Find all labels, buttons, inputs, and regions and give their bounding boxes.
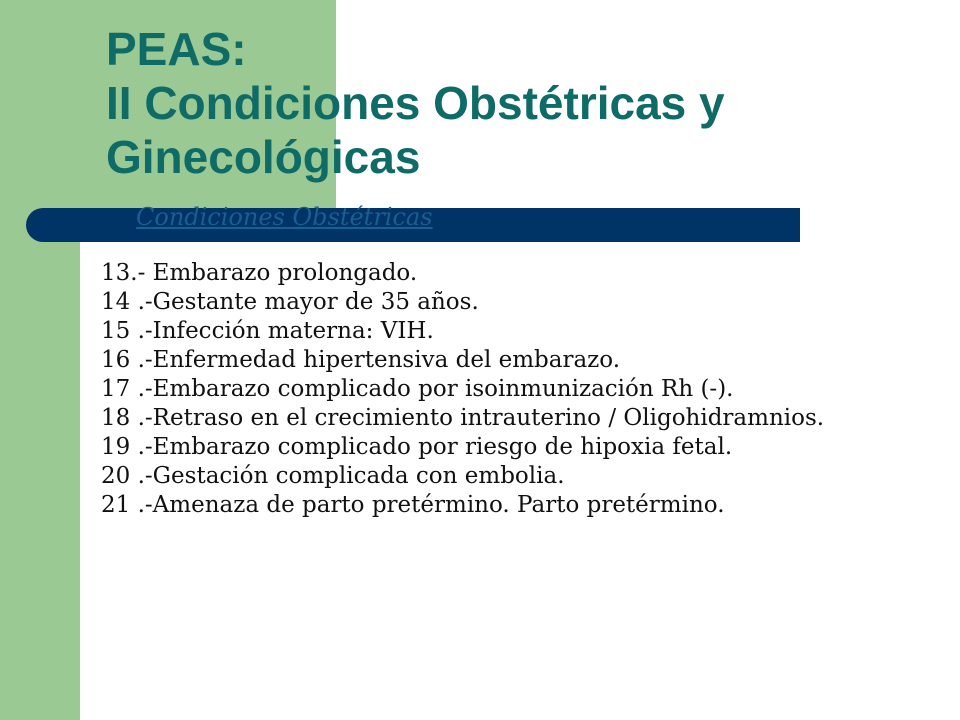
list-item: 17 .-Embarazo complicado por isoinmunización Rh (-). <box>101 376 734 402</box>
title-line-1: PEAS: <box>106 23 247 75</box>
left-green-panel <box>0 0 80 720</box>
conditions-list <box>101 259 919 520</box>
section-link-condiciones-obstetricas[interactable]: Condiciones Obstétricas <box>136 203 433 231</box>
list-item: 20 .-Gestación complicada con embolia. <box>101 463 565 489</box>
list-item: 14 .-Gestante mayor de 35 años. <box>101 289 479 315</box>
title-line-2: II Condiciones Obstétricas y <box>106 77 725 129</box>
list-item: 16 .-Enfermedad hipertensiva del embarazo. <box>101 347 621 373</box>
list-item: 18 .-Retraso en el crecimiento intrauterino / Oligohidramnios. <box>101 405 825 431</box>
slide-title <box>106 22 926 184</box>
list-item: 15 .-Infección materna: VIH. <box>101 318 434 344</box>
list-item: 13.- Embarazo prolongado. <box>101 260 418 286</box>
list-item: 19 .-Embarazo complicado por riesgo de hipoxia fetal. <box>101 434 733 460</box>
title-line-3: Ginecológicas <box>106 131 421 183</box>
list-item: 21 .-Amenaza de parto pretérmino. Parto pretérmino. <box>101 492 725 518</box>
